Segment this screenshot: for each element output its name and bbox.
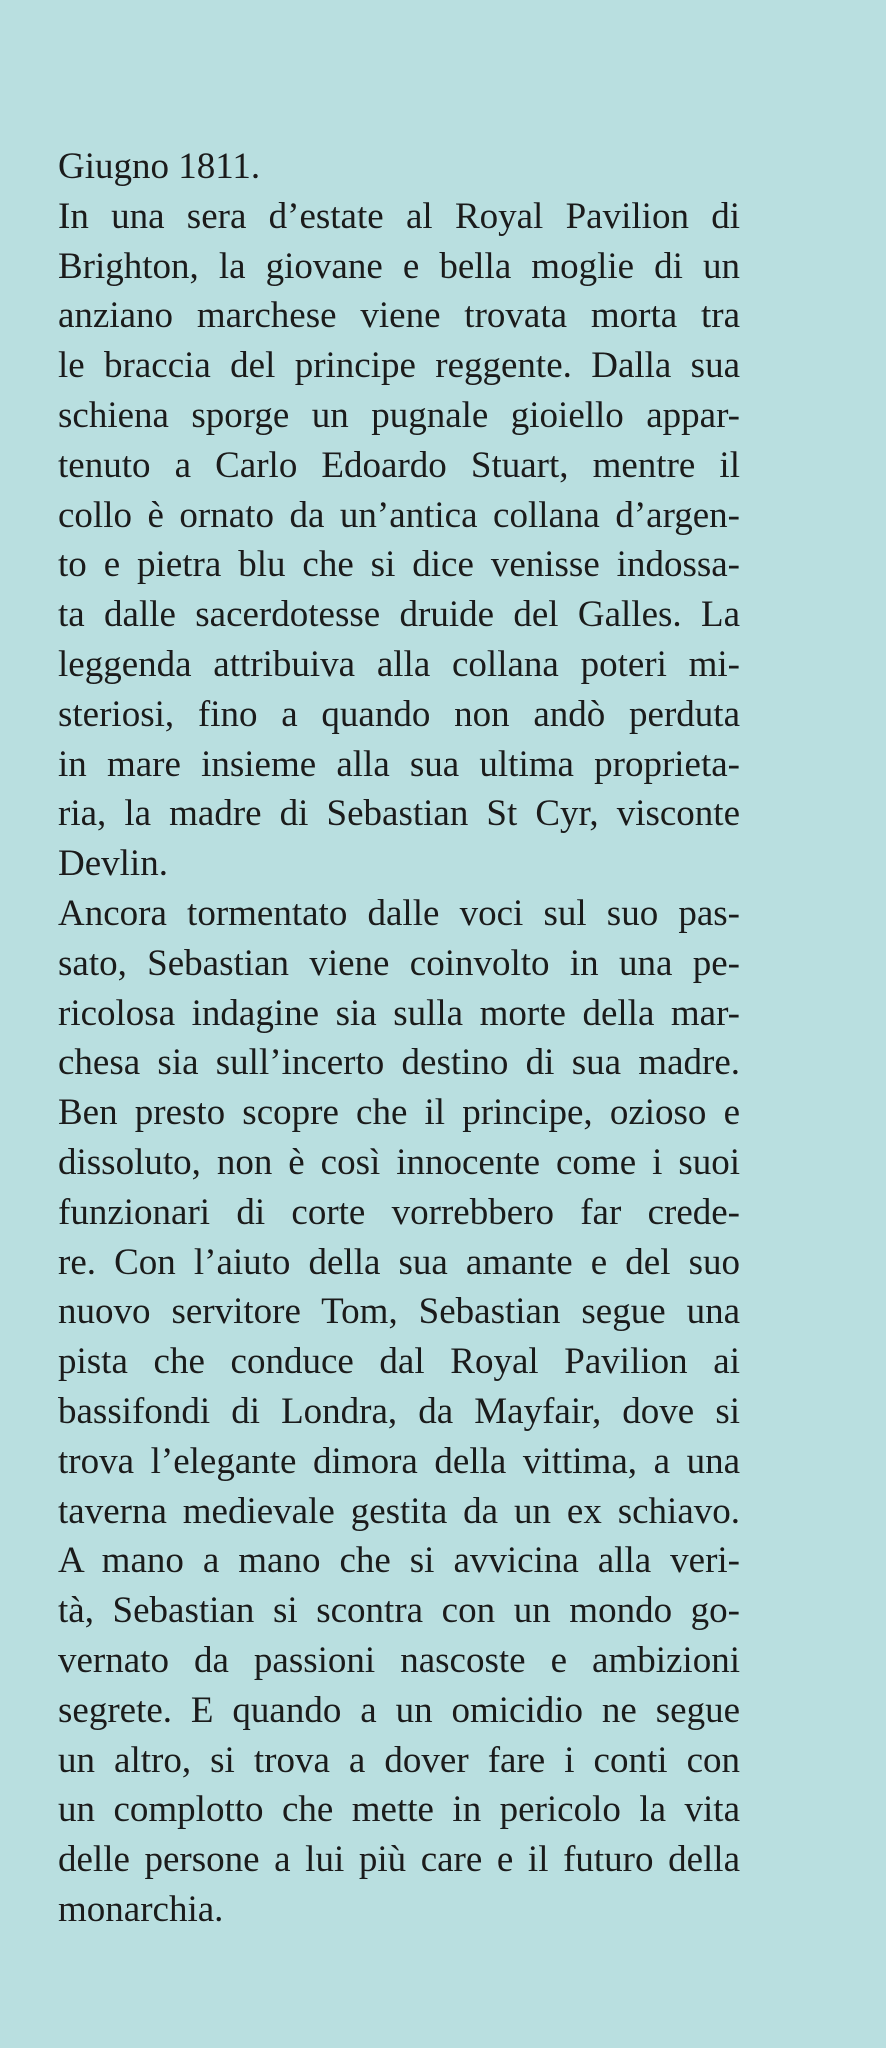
blurb-line: anziano marchese viene trovata morta tra <box>58 295 740 337</box>
blurb-line: Giugno 1811. <box>58 146 261 187</box>
blurb-line: in mare insieme alla sua ultima proprieta- <box>58 743 740 785</box>
blurb-line: Ancora tormentato dalle voci sul suo pas- <box>58 892 740 934</box>
blurb-line: un complotto che mette in pericolo la vita <box>58 1789 740 1831</box>
blurb-line: monarchia. <box>58 1888 224 1930</box>
blurb-line: schiena sporge un pugnale gioiello appar- <box>58 394 740 436</box>
blurb-line: vernato da passioni nascoste e ambizioni <box>58 1639 740 1681</box>
blurb-line: ria, la madre di Sebastian St Cyr, visconte <box>58 793 740 835</box>
blurb-line: Devlin. <box>58 843 168 885</box>
blurb-line: re. Con l’aiuto della sua amante e del suo <box>58 1241 740 1283</box>
blurb-line: bassifondi di Londra, da Mayfair, dove si <box>58 1390 740 1432</box>
blurb-line: steriosi, fino a quando non andò perduta <box>58 693 740 735</box>
blurb-text <box>58 142 740 1935</box>
blurb-line: le braccia del principe reggente. Dalla sua <box>58 345 740 387</box>
blurb-line: collo è ornato da un’antica collana d’argen- <box>58 494 740 536</box>
blurb-line: pista che conduce dal Royal Pavilion ai <box>58 1341 740 1383</box>
blurb-line: leggenda attribuiva alla collana poteri mi- <box>58 643 740 685</box>
blurb-line: ricolosa indagine sia sulla morte della mar- <box>58 992 740 1034</box>
blurb-line: In una sera d’estate al Royal Pavilion di <box>58 195 740 237</box>
blurb-line: A mano a mano che si avvicina alla veri- <box>58 1540 740 1582</box>
blurb-line: dissoluto, non è così innocente come i suoi <box>58 1141 740 1183</box>
blurb-line: Brighton, la giovane e bella moglie di un <box>58 245 740 287</box>
blurb-line: chesa sia sull’incerto destino di sua madre. <box>58 1042 740 1084</box>
blurb-line: Ben presto scopre che il principe, ozioso e <box>58 1092 740 1134</box>
blurb-line: to e pietra blu che si dice venisse indossa- <box>58 544 740 586</box>
blurb-line: taverna medievale gestita da un ex schiavo. <box>58 1490 740 1532</box>
blurb-line: trova l’elegante dimora della vittima, a una <box>58 1440 740 1482</box>
blurb-line: tenuto a Carlo Edoardo Stuart, mentre il <box>58 444 740 486</box>
blurb-line: segrete. E quando a un omicidio ne segue <box>58 1689 740 1731</box>
blurb-line: nuovo servitore Tom, Sebastian segue una <box>58 1291 740 1333</box>
blurb-line: ta dalle sacerdotesse druide del Galles. La <box>58 594 740 636</box>
blurb-line: un altro, si trova a dover fare i conti con <box>58 1739 740 1781</box>
blurb-line: delle persone a lui più care e il futuro della <box>58 1839 740 1881</box>
blurb-line: sato, Sebastian viene coinvolto in una pe- <box>58 942 740 984</box>
blurb-line: funzionari di corte vorrebbero far crede- <box>58 1191 740 1233</box>
blurb-line: tà, Sebastian si scontra con un mondo go- <box>58 1590 740 1632</box>
